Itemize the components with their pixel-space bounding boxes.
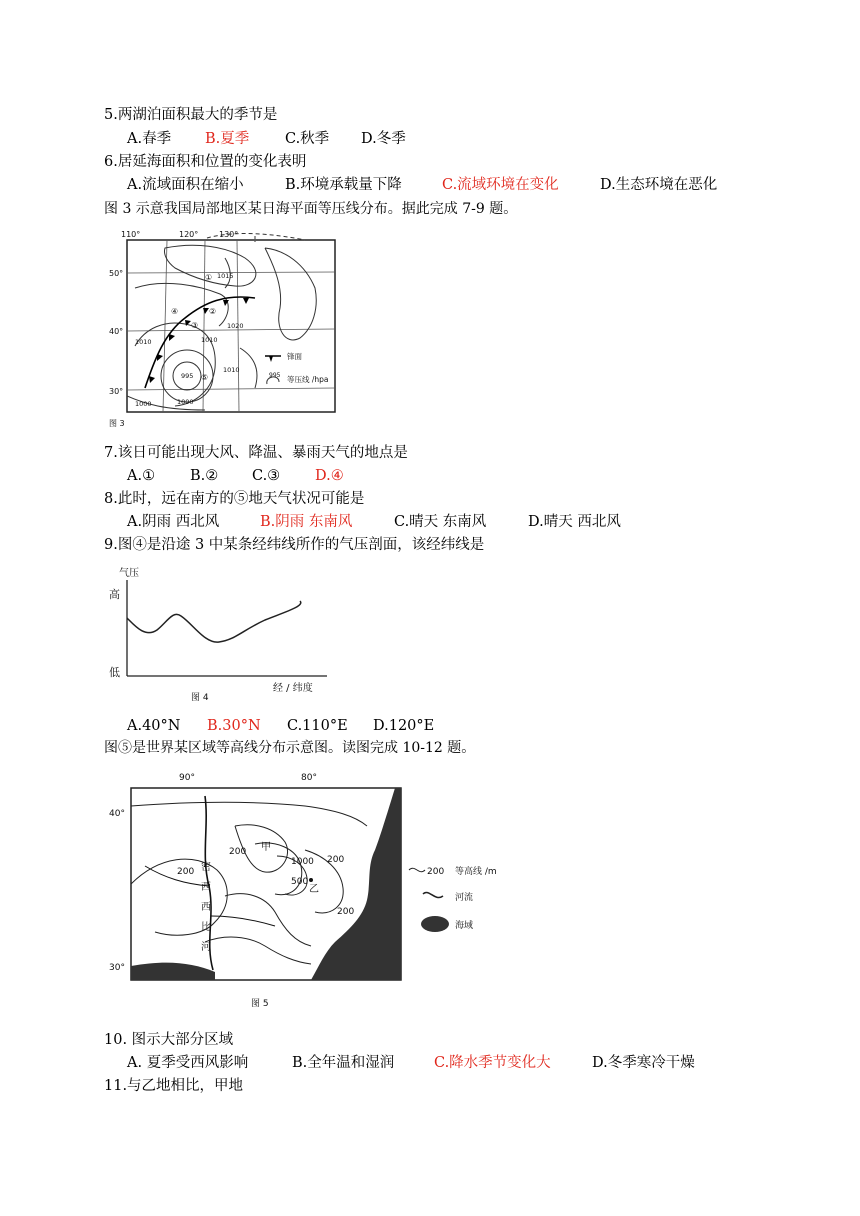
fig5-lon-90: 90° xyxy=(179,773,195,783)
fig3-legend-isobar: 等压线 /hpa xyxy=(287,375,329,384)
q8-option-a: A.阴雨 西北风 xyxy=(127,514,220,530)
q7-option-a: A.① xyxy=(127,468,156,484)
fig5-legend-contour-value: 200 xyxy=(427,867,445,877)
fig3-isobar-1020: 1020 xyxy=(227,322,244,330)
fig3-isobar-995: 995 xyxy=(181,372,194,380)
fig5-river-name-1: 西 xyxy=(201,882,211,893)
q10-option-c-answer: C.降水季节变化大 xyxy=(434,1055,551,1071)
fig3-legend-front: 锋面 xyxy=(287,352,302,361)
q5-stem: 5.两湖泊面积最大的季节是 xyxy=(104,107,278,123)
fig3-lon-130: 130° xyxy=(219,230,239,239)
fig3-lat-30: 30° xyxy=(109,387,124,396)
fig3-lon-120: 120° xyxy=(179,230,199,239)
fig3-isobar-1000a: 1000 xyxy=(135,400,152,408)
q9-option-a: A.40°N xyxy=(127,718,181,734)
fig5-lat-40: 40° xyxy=(109,809,125,819)
fig5-legend-contour: 等高线 /m xyxy=(455,867,497,877)
fig3-caption: 图 3 xyxy=(109,419,125,428)
fig3-lat-50: 50° xyxy=(109,269,124,278)
figure-3-isobar-map xyxy=(105,228,341,432)
q10-option-d: D.冬季寒冷干燥 xyxy=(592,1055,695,1071)
fig5-lat-30: 30° xyxy=(109,963,125,973)
fig4-y-high: 高 xyxy=(109,588,120,601)
fig5-place-yi: 乙 xyxy=(309,884,319,895)
figure-5-contour-map xyxy=(105,766,515,1016)
fig3-point-5: ⑤ xyxy=(201,373,209,382)
q6-option-b: B.环境承载量下降 xyxy=(285,177,402,193)
q9-option-b-answer: B.30°N xyxy=(207,718,261,734)
q5-option-b-answer: B.夏季 xyxy=(205,131,250,147)
fig5-caption: 图 5 xyxy=(251,999,269,1009)
q7-stem: 7.该日可能出现大风、降温、暴雨天气的地点是 xyxy=(104,445,408,461)
figure-4-pressure-profile xyxy=(105,560,335,708)
fig4-ylabel: 气压 xyxy=(119,568,139,579)
fig5-legend-river: 河流 xyxy=(455,893,474,903)
q8-option-d: D.晴天 西北风 xyxy=(528,514,621,530)
fig5-contour-200c: 200 xyxy=(327,855,345,865)
q9-option-c: C.110°E xyxy=(287,718,348,734)
fig3-point-3: ③ xyxy=(191,321,199,330)
fig3-isobar-1000b: 1000 xyxy=(177,398,194,406)
q10-option-a: A. 夏季受西风影响 xyxy=(127,1055,249,1071)
fig5-river-name-4: 河 xyxy=(201,942,211,953)
fig3-lat-40: 40° xyxy=(109,327,124,336)
fig3-lon-110: 110° xyxy=(121,230,141,239)
q9-option-d: D.120°E xyxy=(373,718,435,734)
q6-option-d: D.生态环境在恶化 xyxy=(600,177,718,193)
fig5-river-name-2: 西 xyxy=(201,902,211,913)
fig5-river-name-3: 比 xyxy=(201,922,211,933)
fig5-lon-80: 80° xyxy=(301,773,317,783)
q6-option-a: A.流域面积在缩小 xyxy=(127,177,244,193)
q7-option-b: B.② xyxy=(190,468,219,484)
q7-option-d-answer: D.④ xyxy=(315,468,344,484)
fig3-point-2: ② xyxy=(209,307,217,316)
fig3-point-1: ① xyxy=(205,273,213,282)
fig5-river-name-0: 密 xyxy=(201,862,211,873)
q7-option-c: C.③ xyxy=(252,468,281,484)
fig3-isobar-1015: 1015 xyxy=(217,272,234,280)
q10-option-b: B.全年温和湿润 xyxy=(292,1055,395,1071)
fig5-point-yi xyxy=(309,878,313,882)
fig4-caption: 图 4 xyxy=(191,693,209,703)
fig3-isobar-1010c: 1010 xyxy=(223,366,240,374)
fig5-contour-500: 500 xyxy=(291,877,309,887)
q5-option-c: C.秋季 xyxy=(285,131,330,147)
intro-7-9: 图 3 示意我国局部地区某日海平面等压线分布。据此完成 7-9 题。 xyxy=(104,201,518,217)
fig5-contour-1000: 1000 xyxy=(291,857,314,867)
q6-stem: 6.居延海面积和位置的变化表明 xyxy=(104,154,307,170)
fig4-xlabel: 经 / 纬度 xyxy=(273,683,313,694)
intro-10-12: 图⑤是世界某区域等高线分布示意图。读图完成 10-12 题。 xyxy=(104,740,476,756)
fig3-isobar-1010a: 1010 xyxy=(135,338,152,346)
q8-option-c: C.晴天 东南风 xyxy=(394,514,487,530)
q10-stem: 10. 图示大部分区域 xyxy=(104,1032,234,1048)
fig3-isobar-1010b: 1010 xyxy=(201,336,218,344)
fig5-contour-200a: 200 xyxy=(229,847,247,857)
fig5-legend-sea: 海域 xyxy=(455,921,474,931)
fig5-contour-200b: 200 xyxy=(177,867,195,877)
q5-option-d: D.冬季 xyxy=(361,131,406,147)
fig5-place-jia: 甲 xyxy=(261,842,271,853)
fig3-legend-isobar-value: 995 xyxy=(269,372,281,379)
q6-option-c-answer: C.流域环境在变化 xyxy=(442,177,559,193)
fig3-point-4: ④ xyxy=(171,307,179,316)
fig5-contour-200d: 200 xyxy=(337,907,355,917)
fig4-y-low: 低 xyxy=(109,666,120,679)
q9-stem: 9.图④是沿途 3 中某条经纬线所作的气压剖面，该经纬线是 xyxy=(104,537,485,553)
q11-stem: 11.与乙地相比，甲地 xyxy=(104,1078,244,1094)
q8-option-b-answer: B.阴雨 东南风 xyxy=(260,514,353,530)
q8-stem: 8.此时，远在南方的⑤地天气状况可能是 xyxy=(104,491,365,507)
q5-option-a: A.春季 xyxy=(127,131,172,147)
